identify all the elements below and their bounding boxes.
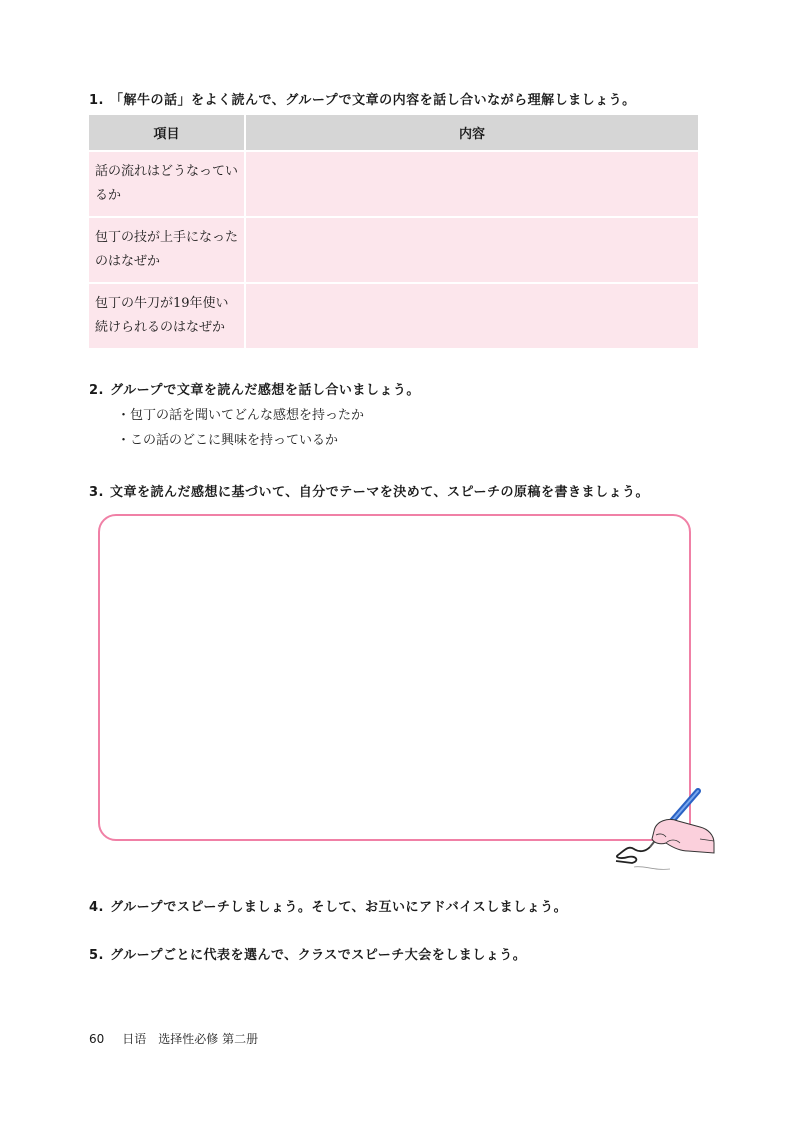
row-item-cell <box>89 217 245 283</box>
question-2 <box>89 379 420 398</box>
question-4 <box>89 896 567 915</box>
writing-hand-icon <box>610 787 715 875</box>
question-3-text: 文章を読んだ感想に基づいて、自分でテーマを決めて、スピーチの原稿を書きましょう。 <box>109 485 649 500</box>
row-content-cell[interactable] <box>245 151 698 217</box>
question-4-number: 4. <box>89 900 104 915</box>
question-4-text: グループでスピーチしましょう。そして、お互いにアドバイスしましょう。 <box>109 900 568 915</box>
row-item-cell <box>89 283 245 348</box>
question-3-number: 3. <box>89 485 104 500</box>
question-1 <box>89 89 636 108</box>
question-3 <box>89 481 649 500</box>
header-content: 内容 <box>245 115 698 151</box>
question-5 <box>89 944 526 963</box>
bullet-item: ・包丁の話を聞いてどんな感想を持ったか <box>117 408 365 423</box>
speech-draft-box[interactable] <box>98 514 691 841</box>
question-5-text: グループごとに代表を選んで、クラスでスピーチ大会をしましょう。 <box>109 948 527 963</box>
table-row <box>89 283 698 348</box>
question-2-bullets <box>117 403 364 453</box>
row-content-cell[interactable] <box>245 283 698 348</box>
discussion-table <box>89 115 698 348</box>
page-number: 60 <box>89 1032 105 1046</box>
row-content-cell[interactable] <box>245 217 698 283</box>
row-item-text: 包丁の技が上手になったのはなぜか <box>95 230 239 269</box>
table-row <box>89 151 698 217</box>
header-item: 項目 <box>89 115 245 151</box>
question-1-text: 「解牛の話」をよく読んで、グループで文章の内容を話し合いながら理解しましょう。 <box>109 93 636 108</box>
question-5-number: 5. <box>89 948 104 963</box>
row-item-cell <box>89 151 245 217</box>
page-footer <box>89 1030 258 1047</box>
row-item-text: 包丁の牛刀が19年使い続けられるのはなぜか <box>95 296 229 335</box>
table-header-row <box>89 115 698 151</box>
question-2-text: グループで文章を読んだ感想を話し合いましょう。 <box>109 383 420 398</box>
book-title: 日语 选择性必修 第二册 <box>122 1032 259 1046</box>
question-2-number: 2. <box>89 383 104 398</box>
table-row <box>89 217 698 283</box>
bullet-item: ・この話のどこに興味を持っているか <box>117 433 339 448</box>
question-1-number: 1. <box>89 93 104 108</box>
row-item-text: 話の流れはどうなっているか <box>95 164 239 203</box>
